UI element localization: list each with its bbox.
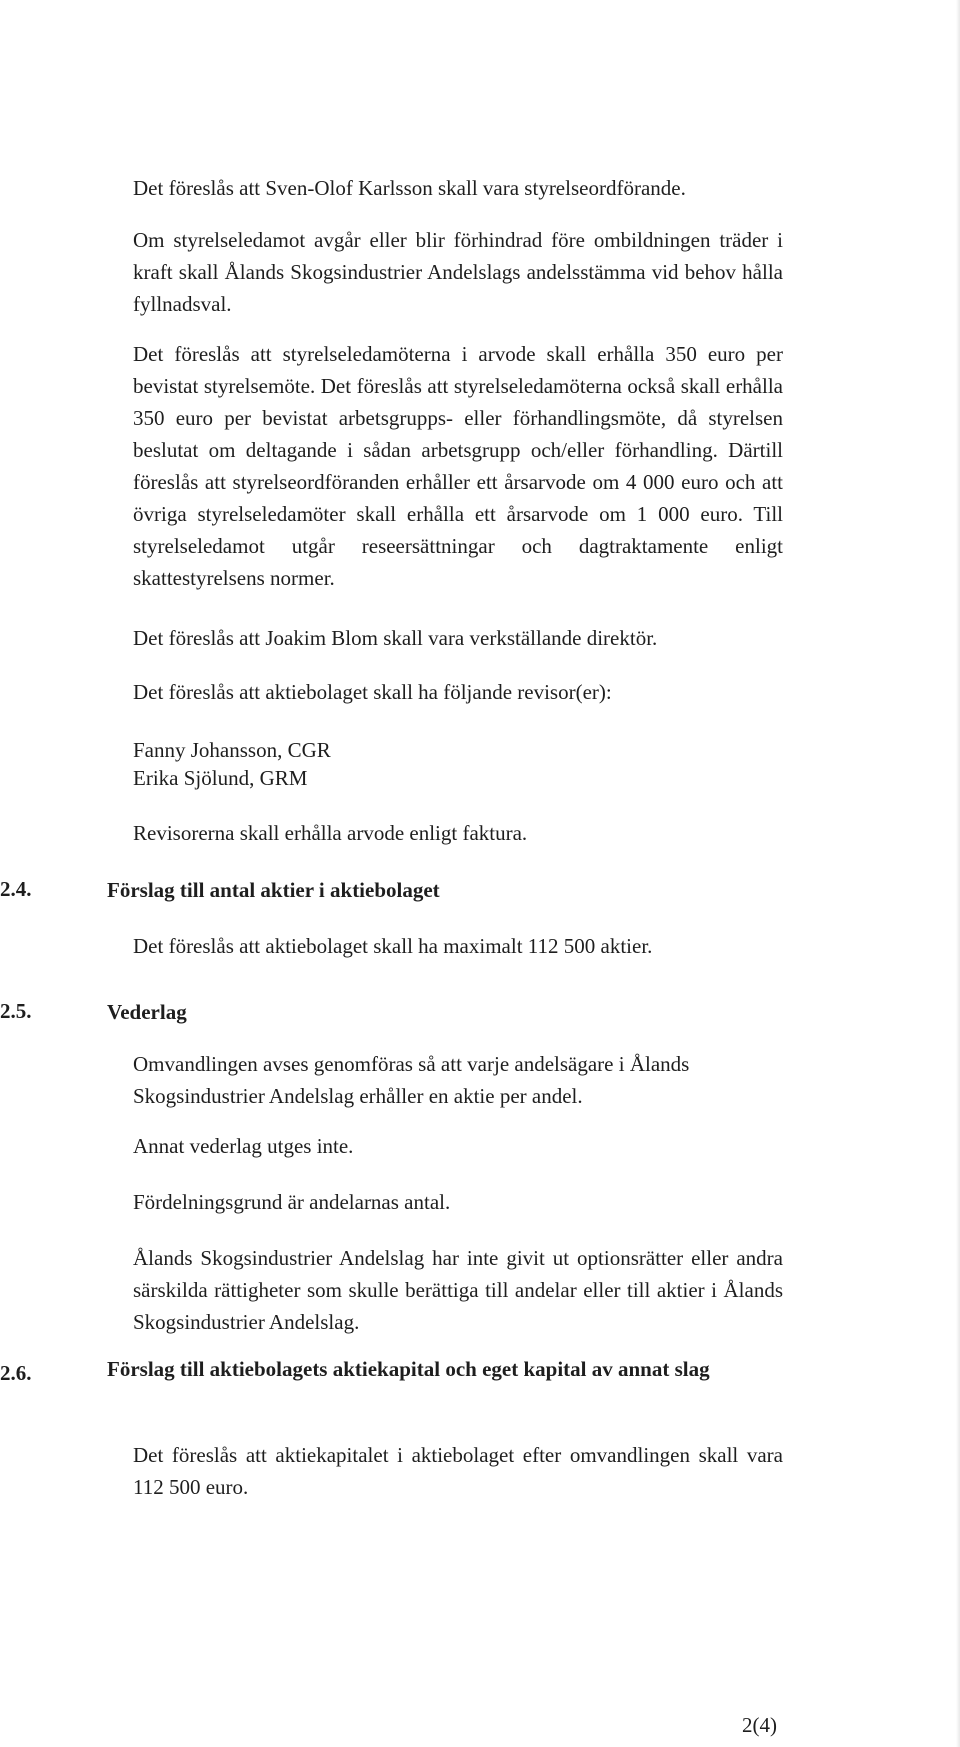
- paragraph-conversion: Omvandlingen avses genomföras så att varje andelsägare i Ålands Skogsindustrier Andelslag erhåller en aktie per andel.: [133, 1052, 690, 1108]
- section-number-2-5: 2.5.: [0, 999, 32, 1023]
- paragraph-by-election: Om styrelseledamot avgår eller blir förhindrad före ombildningen träder i kraft skall Ålands Skogsindustrier Andelslags andelsstämma vid behov hålla fyllnadsval.: [133, 228, 783, 316]
- paragraph-auditors-fee: Revisorerna skall erhålla arvode enligt faktura.: [133, 821, 528, 845]
- paragraph-share-capital: Det föreslås att aktiekapitalet i aktiebolaget efter omvandlingen skall vara 112 500 euro.: [133, 1443, 783, 1499]
- paragraph-chairman: Det föreslås att Sven-Olof Karlsson skall vara styrelseordförande.: [133, 176, 686, 200]
- section-title-2-4: Förslag till antal aktier i aktiebolaget: [107, 878, 440, 902]
- section-title-2-5: Vederlag: [107, 1000, 187, 1024]
- paragraph-auditors-intro: Det föreslås att aktiebolaget skall ha följande revisor(er):: [133, 680, 612, 704]
- auditor-2: Erika Sjölund, GRM: [133, 766, 308, 790]
- section-number-2-4: 2.4.: [0, 877, 32, 901]
- paragraph-board-fees: Det föreslås att styrelseledamöterna i arvode skall erhålla 350 euro per bevistat styrelsemöte. Det föreslås att styrelseledamöterna också skall erhålla 350 euro per bevistat arbetsgrupps- eller förhandlingsmöte, då styrelsen beslutat om deltagande i sådan arbetsgrupp och/eller förhandling. Därtill föreslås att styrelseordföranden erhåller ett årsarvode om 4 000 euro och att övriga styrelseledamöter skall erhålla ett årsarvode om 1 000 euro. Till styrelseledamot utgår reseersättningar och dagtraktamente enligt skattestyrelsens normer.: [133, 342, 783, 590]
- page-number: 2(4): [742, 1713, 777, 1737]
- paragraph-ceo: Det föreslås att Joakim Blom skall vara verkställande direktör.: [133, 626, 658, 650]
- section-title-2-6: Förslag till aktiebolagets aktiekapital och eget kapital av annat slag: [107, 1357, 710, 1381]
- auditor-1: Fanny Johansson, CGR: [133, 738, 331, 762]
- paragraph-no-other-consideration: Annat vederlag utges inte.: [133, 1134, 354, 1158]
- paragraph-distribution-basis: Fördelningsgrund är andelarnas antal.: [133, 1190, 451, 1214]
- paragraph-option-rights: Ålands Skogsindustrier Andelslag har inte givit ut optionsrätter eller andra särskilda rättigheter som skulle berättiga till andelar eller till aktier i Ålands Skogsindustrier Andelslag.: [133, 1246, 783, 1334]
- paragraph-shares: Det föreslås att aktiebolaget skall ha maximalt 112 500 aktier.: [133, 934, 653, 958]
- page-edge-shadow: [956, 0, 960, 1747]
- section-number-2-6: 2.6.: [0, 1361, 32, 1385]
